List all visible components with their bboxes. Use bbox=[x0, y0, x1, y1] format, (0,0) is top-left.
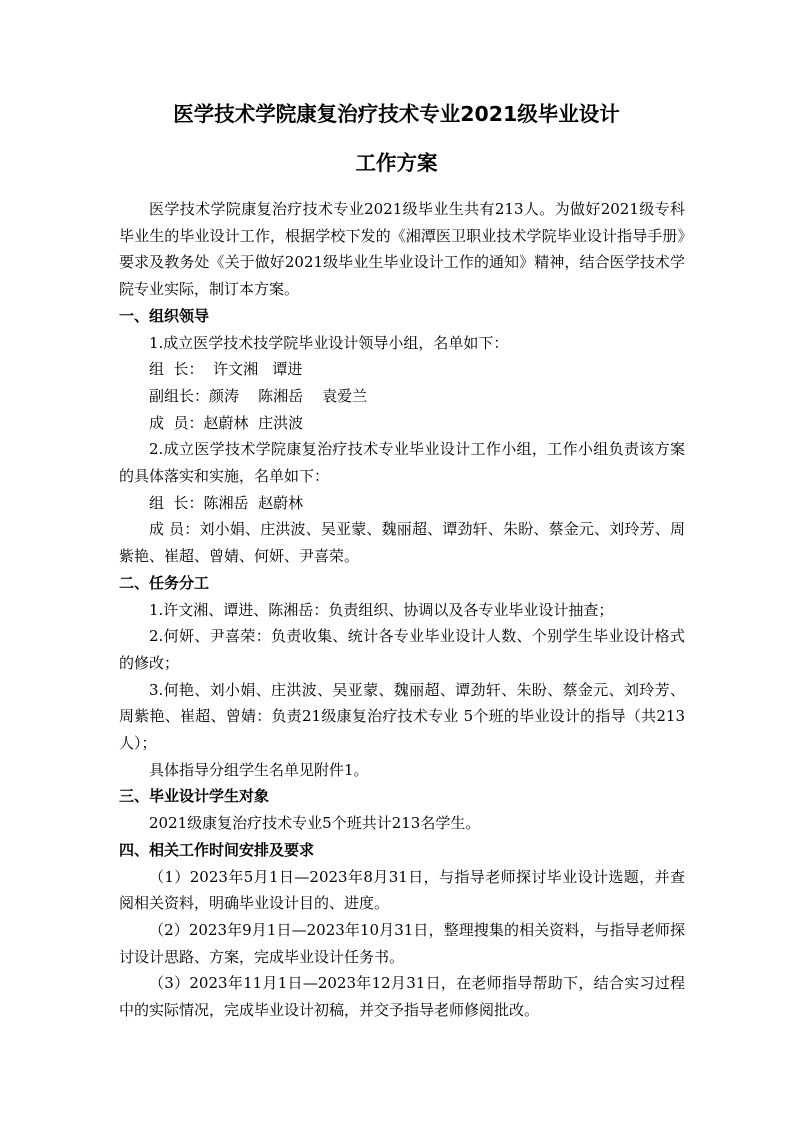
section-3-heading: 三、毕业设计学生对象 bbox=[119, 787, 270, 806]
section-4-heading: 四、相关工作时间安排及要求 bbox=[119, 840, 315, 859]
section-2-item-2: 2.何妍、尹喜荣：负责收集、统计各专业毕业设计人数、个别学生毕业设计格式的修改； bbox=[119, 627, 685, 672]
section-2-item-4: 具体指导分组学生名单见附件1。 bbox=[149, 760, 369, 779]
section-1-vice-leader: 副组长：颜涛 陈湘岳 袁爱兰 bbox=[149, 386, 368, 405]
section-1-group-members: 成 员：刘小娟、庄洪波、吴亚蒙、魏丽超、谭劲轩、朱盼、蔡金元、刘玲芳、周紫艳、崔超、曾婧、何妍、尹喜荣。 bbox=[119, 520, 685, 566]
intro-paragraph: 医学技术学院康复治疗技术专业2021级毕业生共有213人。为做好2021级专科毕业生的毕业设计工作，根据学校下发的《湘潭医卫职业技术学院毕业设计指导手册》要求及教务处《关于做好2021级毕业生毕业设计工作的通知》精神，结合医学技术学院专业实际，制订本方案。 bbox=[119, 200, 685, 299]
section-4-item-3: （3）2023年11月1日—2023年12月31日，在老师指导帮助下，结合实习过程中的实际情况，完成毕业设计初稿，并交予指导老师修阅批改。 bbox=[119, 974, 685, 1020]
section-1-members: 成 员：赵蔚林 庄洪波 bbox=[149, 413, 304, 432]
section-1-group-leader: 组 长：陈湘岳 赵蔚林 bbox=[149, 493, 304, 512]
section-1-item-2: 2.成立医学技术学院康复治疗技术专业毕业设计工作小组，工作小组负责该方案的具体落实和实施，名单如下： bbox=[119, 440, 685, 486]
section-2-item-3: 3.何艳、刘小娟、庄洪波、吴亚蒙、魏丽超、谭劲轩、朱盼、蔡金元、刘玲芳、周紫艳、崔超、曾婧：负责21级康复治疗技术专业 5个班的毕业设计的指导（共213人）； bbox=[119, 680, 685, 753]
section-2-item-1: 1.许文湘、谭进、陈湘岳：负责组织、协调以及各专业毕业设计抽查； bbox=[149, 600, 614, 619]
section-3-text: 2021级康复治疗技术专业5个班共计213名学生。 bbox=[149, 814, 481, 833]
section-1-leader: 组 长： 许文湘 谭进 bbox=[149, 360, 303, 379]
document-title-line-2: 工作方案 bbox=[355, 151, 438, 175]
section-1-heading: 一、组织领导 bbox=[119, 306, 210, 325]
section-1-item-1: 1.成立医学技术技学院毕业设计领导小组，名单如下： bbox=[149, 333, 509, 352]
document-title-line-1: 医学技术学院康复治疗技术专业2021级毕业设计 bbox=[173, 102, 620, 126]
document-body bbox=[119, 196, 685, 1024]
section-2-heading: 二、任务分工 bbox=[119, 573, 210, 592]
section-4-item-2: （2）2023年9月1日—2023年10月31日，整理搜集的相关资料，与指导老师探讨设计思路、方案，完成毕业设计任务书。 bbox=[119, 920, 685, 966]
section-4-item-1: （1）2023年5月1日—2023年8月31日，与指导老师探讨毕业设计选题，并查阅相关资料，明确毕业设计目的、进度。 bbox=[119, 867, 685, 913]
